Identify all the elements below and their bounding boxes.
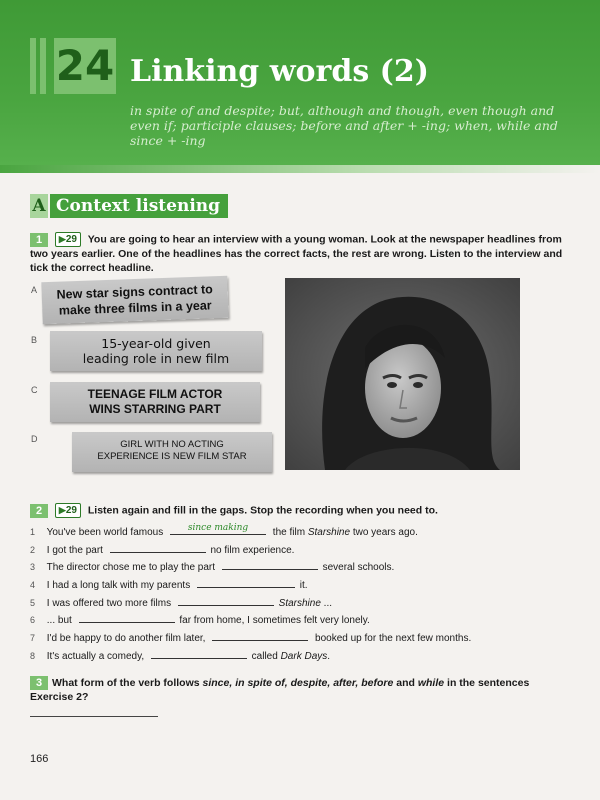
film-title: Dark Days [280,650,328,662]
answer-gap[interactable] [212,629,308,641]
section-title: Context listening [50,194,228,218]
headline-line: GIRL WITH NO ACTING [120,439,224,450]
sentence-row [30,629,570,647]
sentence-text: it. [299,580,308,592]
sentence-number: 5 [30,597,36,608]
sentence-number: 8 [30,650,36,661]
exercise-2-instructions [30,503,575,518]
sentence-number: 2 [30,544,36,555]
answer-gap[interactable] [197,576,295,588]
unit-subtitle: in spite of and despite; but, although and though, even though and even if; participle clauses; before and after + -ing; when, while and since + -ing [130,103,558,148]
sentence-row [30,558,570,576]
exercise-3-question [30,676,575,704]
question-text: and [393,677,418,689]
sentence-row [30,541,570,559]
sentence-row [30,594,570,612]
headline-letter: C [31,385,38,395]
header-band [0,165,600,173]
sentence-text: the film [272,527,308,538]
unit-number: 24 [54,38,116,94]
unit-title: Linking words (2) [130,54,429,89]
unit-stripe [30,38,36,94]
sentence-row [30,523,570,541]
headline-c[interactable] [50,382,260,422]
film-title: Starshine [278,597,321,609]
sentence-text: . [327,650,331,662]
headline-b[interactable] [50,331,262,371]
question-keywords: while [417,677,445,689]
sentence-number: 7 [30,633,36,644]
sentence-row [30,576,570,594]
sentence-text: ... [320,597,333,609]
photo-young-woman [285,278,520,470]
section-letter: A [30,194,48,218]
question-text: What form of the verb follows [52,677,203,689]
headline-line: New star signs contract to [56,282,214,302]
exercise-2-number: 2 [30,504,48,518]
question-text: in the sentences [444,677,530,689]
sentence-text: far from home, I sometimes felt very lonely. [179,615,370,627]
exercise-1-text: You are going to hear an interview with a young woman. Look at the newspaper headlines from two years earlier. One of the headlines has the correct facts, the rest are wrong. Listen to the interview and tick the correct headline. [30,233,563,274]
sentence-number: 6 [30,615,36,626]
answer-gap[interactable] [222,558,318,570]
question-keywords: since, in spite of, despite, after, before [202,677,394,689]
answer-text: since making [187,523,249,533]
sentence-text: no film experience. [210,544,295,556]
sentence-text: I had a long talk with my parents [46,580,191,592]
sentence-text: ... but [46,615,72,627]
film-title: Starshine [307,527,351,538]
unit-number-box [30,38,116,94]
exercise-1-number: 1 [30,233,48,247]
exercise-3-number: 3 [30,676,48,690]
answer-line[interactable] [30,716,158,717]
headline-line: EXPERIENCE IS NEW FILM STAR [97,451,247,462]
sentence-text: I was offered two more films [46,597,172,609]
sentence-text: You've been world famous [46,527,164,538]
sentence-number: 1 [30,527,36,537]
unit-stripe [40,38,46,94]
play-icon: ▶ [58,234,66,244]
track-number: 29 [65,505,77,516]
answer-gap[interactable] [170,523,266,535]
answer-gap[interactable] [79,611,175,623]
answer-gap[interactable] [110,541,206,553]
sentence-text: two years ago. [350,527,418,538]
exercise-2-sentences [30,523,570,665]
sentence-number: 3 [30,562,36,573]
sentence-text: I'd be happy to do another film later, [46,633,206,645]
audio-track-2[interactable] [55,503,81,518]
sentence-text: I got the part [46,544,103,556]
headline-line: 15-year-old given [101,336,211,351]
sentence-text: booked up for the next few months. [315,633,472,645]
question-text: Exercise 2? [30,691,89,704]
answer-gap[interactable] [178,594,274,606]
sentence-row [30,647,570,665]
exercise-1-instructions [30,232,575,275]
headline-letter: D [31,434,38,444]
headline-line: leading role in new film [82,351,230,366]
sentence-text: called [251,650,281,662]
section-heading [30,194,228,218]
play-icon: ▶ [58,505,66,515]
track-number: 29 [65,234,77,245]
headline-line: make three films in a year [58,298,212,318]
audio-track-1[interactable] [55,232,81,247]
headline-a[interactable] [41,276,228,324]
headline-letter: B [31,335,38,345]
sentence-row [30,611,570,629]
headline-letter: A [31,285,38,295]
sentence-text: It's actually a comedy, [46,650,145,662]
sentence-text: The director chose me to play the part [46,562,216,574]
sentence-number: 4 [30,580,36,591]
headline-line: TEENAGE FILM ACTOR [87,387,223,401]
answer-gap[interactable] [151,647,247,659]
page-number: 166 [30,753,49,765]
sentence-text: several schools. [322,562,395,574]
exercise-2-text: Listen again and fill in the gaps. Stop the recording when you need to. [87,504,438,517]
headline-line: WINS STARRING PART [89,401,221,416]
headline-d[interactable] [72,432,272,472]
